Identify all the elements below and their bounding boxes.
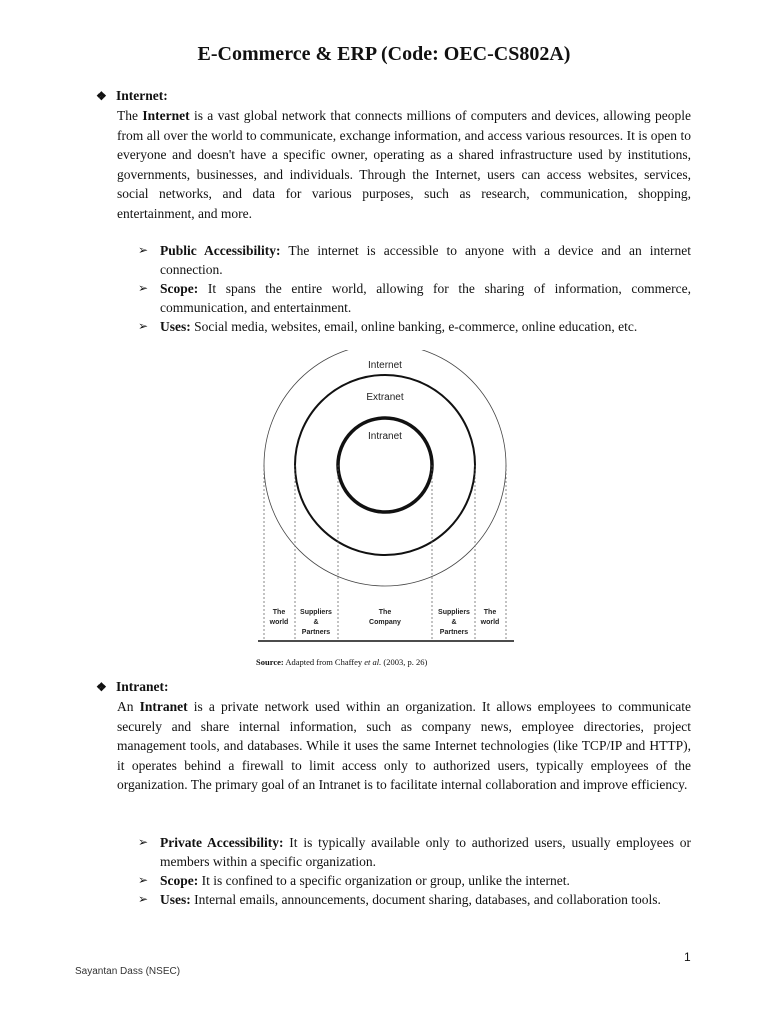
zone-company-line2: Company xyxy=(369,619,401,626)
arrow-bullet-icon: ➢ xyxy=(138,243,149,257)
arrow-bullet-icon: ➢ xyxy=(138,835,149,849)
zone-world-right-line2: world xyxy=(480,619,500,626)
ring-label-internet: Internet xyxy=(368,360,402,371)
bullet-label: Uses: xyxy=(160,892,191,907)
caption-label: Source: xyxy=(256,657,284,667)
arrow-bullet-icon: ➢ xyxy=(138,892,149,906)
zone-suppliers-left-line1: Suppliers xyxy=(300,609,332,616)
internet-term: Internet xyxy=(142,108,190,123)
intranet-heading xyxy=(96,679,169,695)
caption-pre: Adapted from Chaffey xyxy=(283,657,365,667)
internet-heading-label: Internet: xyxy=(116,88,168,103)
diamond-bullet-icon: ❖ xyxy=(96,680,107,694)
internet-ring xyxy=(264,350,506,586)
zone-world-left-line2: world xyxy=(269,619,289,626)
arrow-bullet-icon: ➢ xyxy=(138,281,149,295)
caption-italic: et al. xyxy=(364,657,382,667)
zone-suppliers-right-line1: Suppliers xyxy=(438,609,470,616)
intranet-term: Intranet xyxy=(139,699,188,714)
page-title: E-Commerce & ERP (Code: OEC-CS802A) xyxy=(197,43,571,65)
internet-paragraph xyxy=(117,106,691,223)
bullet-label: Public Accessibility: xyxy=(160,243,281,258)
internet-bullet-list xyxy=(138,241,691,336)
bullet-text: It spans the entire world, allowing for the sharing of information, commerce, communication, and entertainment. xyxy=(160,281,691,315)
internet-para-pre: The xyxy=(117,108,143,123)
zone-company-line1: The xyxy=(378,609,392,616)
bullet-text: It is typically available only to authorized users, usually employees or members within a specific organization. xyxy=(160,835,691,869)
bullet-text: Social media, websites, email, online banking, e-commerce, online education, etc. xyxy=(190,319,638,334)
caption-post: (2003, p. 26) xyxy=(381,657,428,667)
footer-author: Sayantan Dass (NSEC) xyxy=(75,966,181,977)
arrow-bullet-icon: ➢ xyxy=(138,873,149,887)
bullet-label: Scope: xyxy=(160,281,199,296)
list-item xyxy=(138,241,691,279)
bullet-text: Internal emails, announcements, document sharing, databases, and collaboration tools. xyxy=(190,892,661,907)
zone-suppliers-right-line2: & xyxy=(451,619,457,626)
list-item xyxy=(138,871,691,890)
internet-para-rest: is a vast global network that connects millions of computers and devices, allowing people from all over the world to communicate, exchange information, and access various resources. It is open to everyone and doesn't have a specific owner, operating as a shared infrastructure used by institutions, governments, businesses, and individuals. Through the Internet, users can access websites, services, social networks, and data for various purposes, such as research, communication, shopping, entertainment, and more. xyxy=(117,108,691,221)
zone-suppliers-right-line3: Partners xyxy=(439,629,469,636)
network-rings-diagram xyxy=(250,350,520,650)
ring-label-extranet: Extranet xyxy=(366,392,404,403)
list-item xyxy=(138,279,691,317)
list-item xyxy=(138,317,691,336)
zone-world-right-line1: The xyxy=(483,609,497,616)
intranet-para-pre: An xyxy=(117,699,140,714)
zone-suppliers-left-line2: & xyxy=(313,619,319,626)
diamond-bullet-icon: ❖ xyxy=(96,89,107,103)
list-item xyxy=(138,890,691,909)
zone-world-left-line1: The xyxy=(272,609,286,616)
intranet-heading-label: Intranet: xyxy=(116,679,169,694)
zone-suppliers-left-line3: Partners xyxy=(301,629,331,636)
intranet-para-rest: is a private network used within an organization. It allows employees to communicate securely and share internal information, such as company news, employee directories, project management tools, and databases. While it uses the same Internet technologies (like TCP/IP and HTTP), it operates behind a firewall to limit access only to authorized users, typically employees of the organization. The primary goal of an Intranet is to facilitate internal collaboration and improve efficiency. xyxy=(117,699,691,792)
page-number: 1 xyxy=(684,950,691,964)
intranet-bullet-list xyxy=(138,833,691,909)
ring-label-intranet: Intranet xyxy=(368,431,402,442)
internet-heading xyxy=(96,88,168,104)
arrow-bullet-icon: ➢ xyxy=(138,319,149,333)
bullet-label: Scope: xyxy=(160,873,199,888)
bullet-text: The internet is accessible to anyone with a device and an internet connection. xyxy=(160,243,691,277)
bullet-text: It is confined to a specific organization or group, unlike the internet. xyxy=(198,873,570,888)
bullet-label: Private Accessibility: xyxy=(160,835,284,850)
intranet-paragraph xyxy=(117,697,691,795)
diagram-caption xyxy=(256,657,427,667)
bullet-label: Uses: xyxy=(160,319,191,334)
list-item xyxy=(138,833,691,871)
